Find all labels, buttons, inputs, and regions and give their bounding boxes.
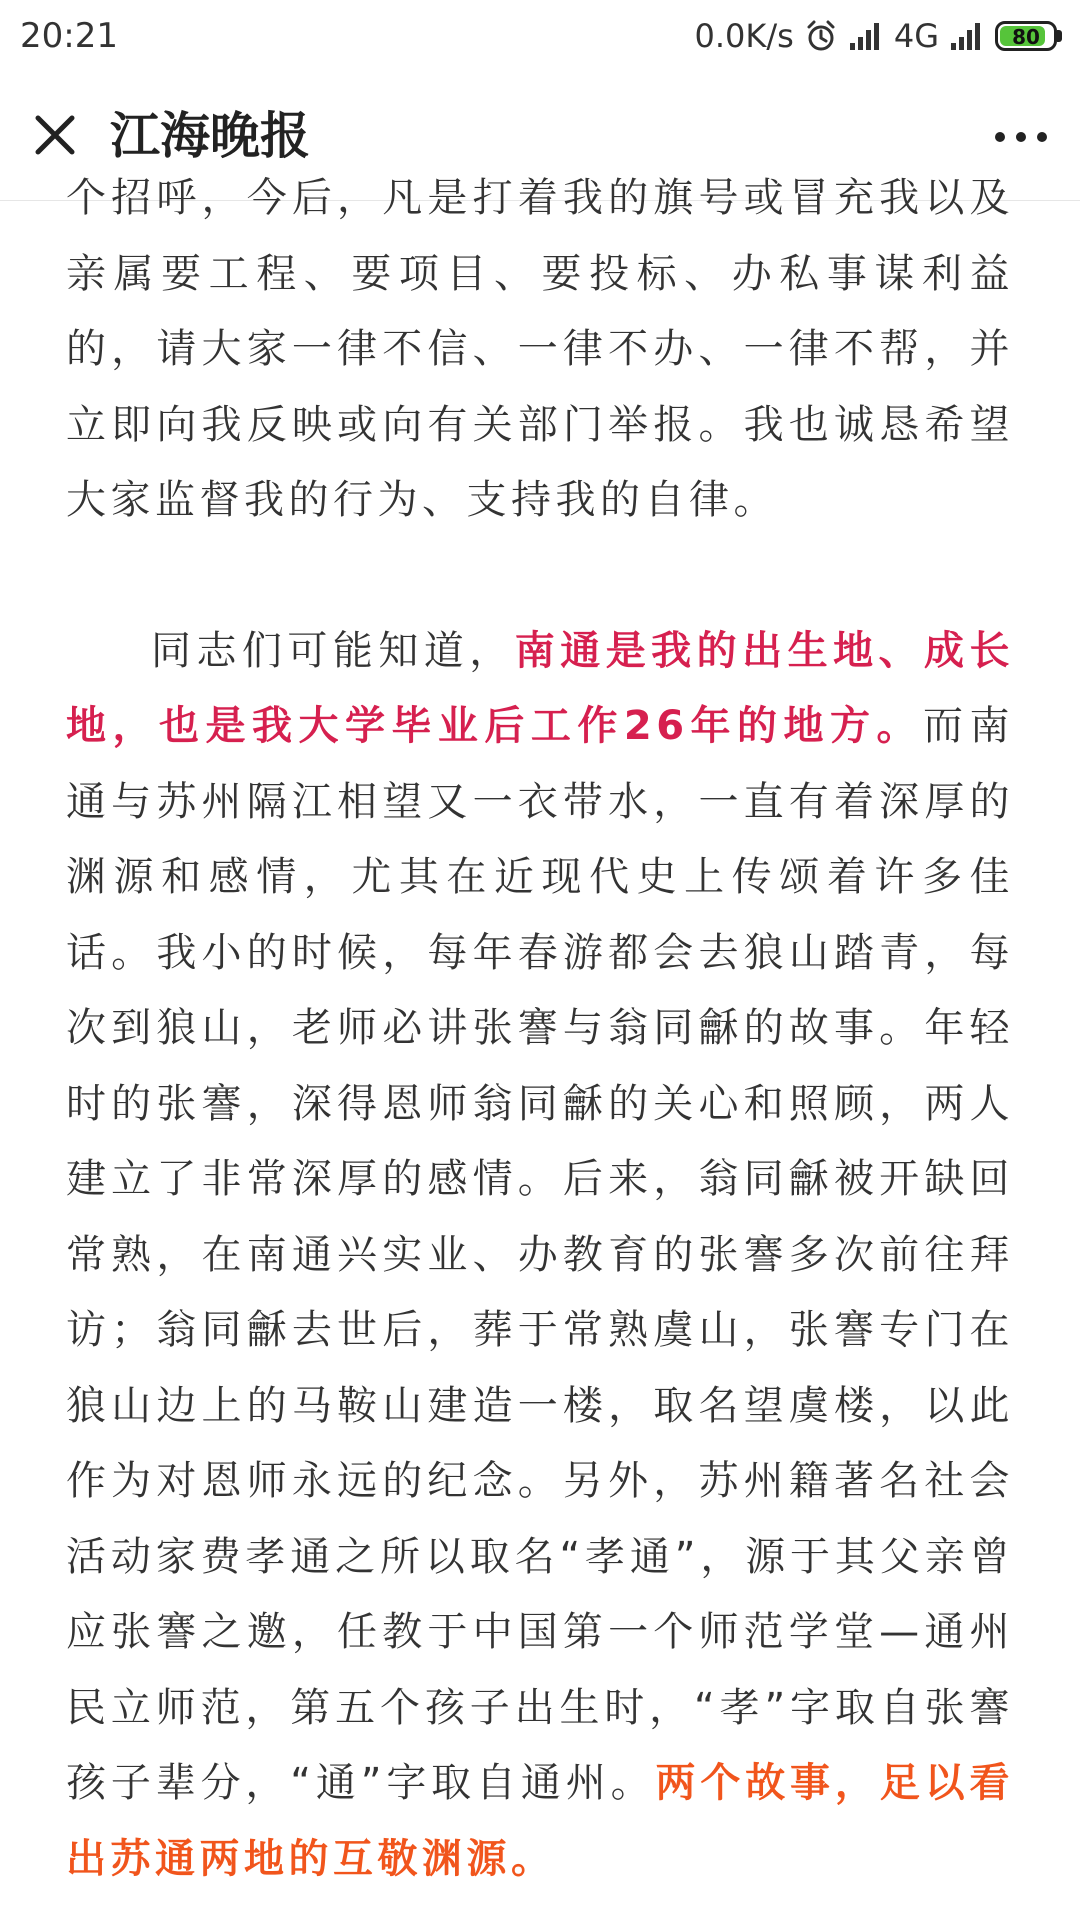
paragraph-gap xyxy=(66,539,1014,614)
status-indicators xyxy=(695,14,1062,58)
battery-icon xyxy=(995,21,1057,51)
para2-highlight-orange: 两个故事，足以看出苏通两地的互敬渊源。 xyxy=(66,1760,1014,1882)
page-title: 江海晚报 xyxy=(110,107,310,165)
status-time: 20:21 xyxy=(20,16,118,56)
network-type: 4G xyxy=(893,17,939,55)
para2-highlight-red: 南通是我的出生地、成长地，也是我大学毕业后工作26年的地方。 xyxy=(66,627,1015,749)
battery-tip xyxy=(1057,30,1062,42)
signal-strength-icon-2 xyxy=(949,21,985,51)
close-icon xyxy=(22,102,88,168)
article-paragraph-2 xyxy=(66,614,1014,1898)
signal-strength-icon xyxy=(848,21,884,51)
net-speed: 0.0K/s xyxy=(694,17,794,55)
battery-percent: 80 xyxy=(1012,25,1040,49)
para2-body: 而南通与苏州隔江相望又一衣带水，一直有着深厚的渊源和感情，尤其在近现代史上传颂着许多佳话。我小的时候，每年春游都会去狼山踏青，每次到狼山，老师必讲张謇与翁同龢的故事。年轻时的张謇，深得恩师翁同龢的关心和照顾，两人建立了非常深厚的感情。后来，翁同龢被开缺回常熟，在南通兴实业、办教育的张謇多次前往拜访；翁同龢去世后，葬于常熟虞山，张謇专门在狼山边上的马鞍山建造一楼，取名望虞楼，以此作为对恩师永远的纪念。另外，苏州籍著名社会活动家费孝通之所以取名“孝通”，源于其父亲曾应张謇之邀，任教于中国第一个师范学堂—通州民立师范，第五个孩子出生时，“孝”字取自张謇孩子辈分，“通”字取自通州。 xyxy=(66,703,1015,1806)
article-body xyxy=(66,161,1014,1897)
alarm-clock-icon xyxy=(804,19,838,53)
close-button[interactable] xyxy=(22,102,88,168)
article-paragraph-1: 个招呼，今后，凡是打着我的旗号或冒充我以及亲属要工程、要项目、要投标、办私事谋利益的，请大家一律不信、一律不办、一律不帮，并立即向我反映或向有关部门举报。我也诚恳希望大家监督我的行为、支持我的自律。 xyxy=(66,175,1014,523)
para2-intro: 同志们可能知道， xyxy=(150,627,515,674)
more-dots-icon xyxy=(986,112,1056,162)
status-bar xyxy=(0,0,1080,72)
more-options-button[interactable] xyxy=(986,112,1056,162)
article-scroll-area[interactable] xyxy=(0,175,1080,1920)
